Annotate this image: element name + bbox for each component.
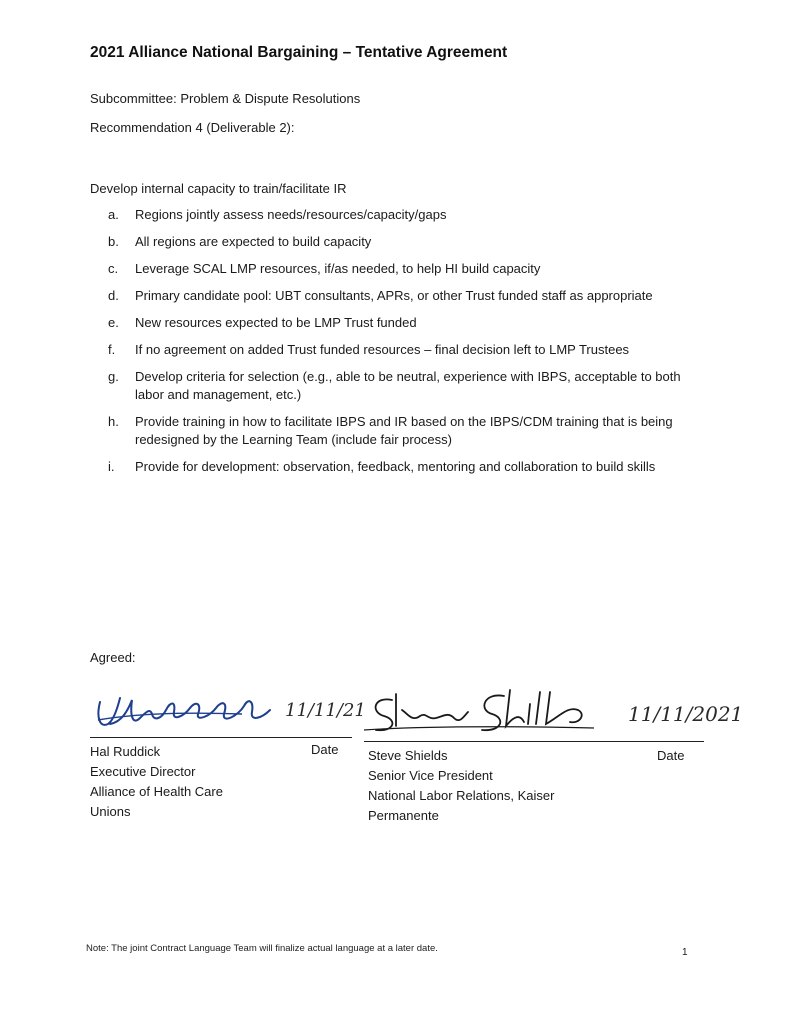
- date-label-left: Date: [311, 742, 339, 757]
- list-item: [108, 413, 708, 449]
- handwritten-date-right: 11/11/2021: [628, 702, 744, 726]
- list-marker: d.: [108, 288, 119, 303]
- list-marker: b.: [108, 234, 119, 249]
- signatory-left-org-line1: Alliance of Health Care: [90, 784, 223, 799]
- list-item: [108, 260, 708, 278]
- list-item-text: Regions jointly assess needs/resources/capacity/gaps: [135, 207, 447, 222]
- list-item: [108, 287, 708, 305]
- list-item-text: Primary candidate pool: UBT consultants, APRs, or other Trust funded staff as appropriate: [135, 288, 653, 303]
- list-item-text: Provide training in how to facilitate IBPS and IR based on the IBPS/CDM training that is being redesigned by the Learning Team (include fair process): [135, 414, 673, 447]
- list-item: [108, 341, 708, 359]
- list-item: [108, 233, 708, 251]
- signatory-left-org-line2: Unions: [90, 804, 131, 819]
- agreed-label: Agreed:: [90, 650, 136, 665]
- list-item: [108, 314, 708, 332]
- list-item-text: Develop criteria for selection (e.g., able to be neutral, experience with IBPS, acceptable to both labor and management, etc.): [135, 369, 681, 402]
- list-item: [108, 368, 708, 404]
- page-number: 1: [682, 947, 688, 958]
- deliverable-list: [108, 206, 708, 485]
- list-marker: i.: [108, 459, 115, 474]
- list-marker: h.: [108, 414, 119, 429]
- recommendation-line: Recommendation 4 (Deliverable 2):: [90, 120, 295, 135]
- list-item-text: If no agreement on added Trust funded resources – final decision left to LMP Trustees: [135, 342, 630, 357]
- list-item-text: Leverage SCAL LMP resources, if/as needed, to help HI build capacity: [135, 261, 541, 276]
- signature-right: [364, 686, 594, 740]
- signatory-right-title: Senior Vice President: [368, 768, 493, 783]
- list-item-text: New resources expected to be LMP Trust funded: [135, 315, 417, 330]
- document-title: 2021 Alliance National Bargaining – Tentative Agreement: [90, 44, 508, 61]
- list-item-text: All regions are expected to build capacity: [135, 234, 372, 249]
- signatory-left-title: Executive Director: [90, 764, 196, 779]
- list-marker: f.: [108, 342, 116, 357]
- list-item: [108, 458, 708, 476]
- subcommittee-line: Subcommittee: Problem & Dispute Resolutions: [90, 91, 361, 106]
- handwritten-date-left: 11/11/21: [285, 700, 366, 721]
- list-item-text: Provide for development: observation, feedback, mentoring and collaboration to build skills: [135, 459, 656, 474]
- list-marker: g.: [108, 369, 119, 384]
- list-item: [108, 206, 708, 224]
- signature-line-left: [90, 737, 352, 738]
- signatory-right-org-line1: National Labor Relations, Kaiser: [368, 788, 555, 803]
- intro-line: Develop internal capacity to train/facilitate IR: [90, 181, 347, 196]
- footer-note: Note: The joint Contract Language Team will finalize actual language at a later date.: [86, 943, 438, 954]
- date-label-right: Date: [657, 748, 685, 763]
- list-marker: c.: [108, 261, 119, 276]
- list-marker: e.: [108, 315, 119, 330]
- signatory-left-block: [90, 742, 223, 822]
- list-marker: a.: [108, 207, 119, 222]
- signatory-left-name: Hal Ruddick: [90, 744, 161, 759]
- signature-line-right: [364, 741, 704, 742]
- signature-left: [92, 688, 282, 736]
- signatory-right-block: [368, 746, 554, 826]
- signatory-right-name: Steve Shields: [368, 748, 448, 763]
- signatory-right-org-line2: Permanente: [368, 808, 439, 823]
